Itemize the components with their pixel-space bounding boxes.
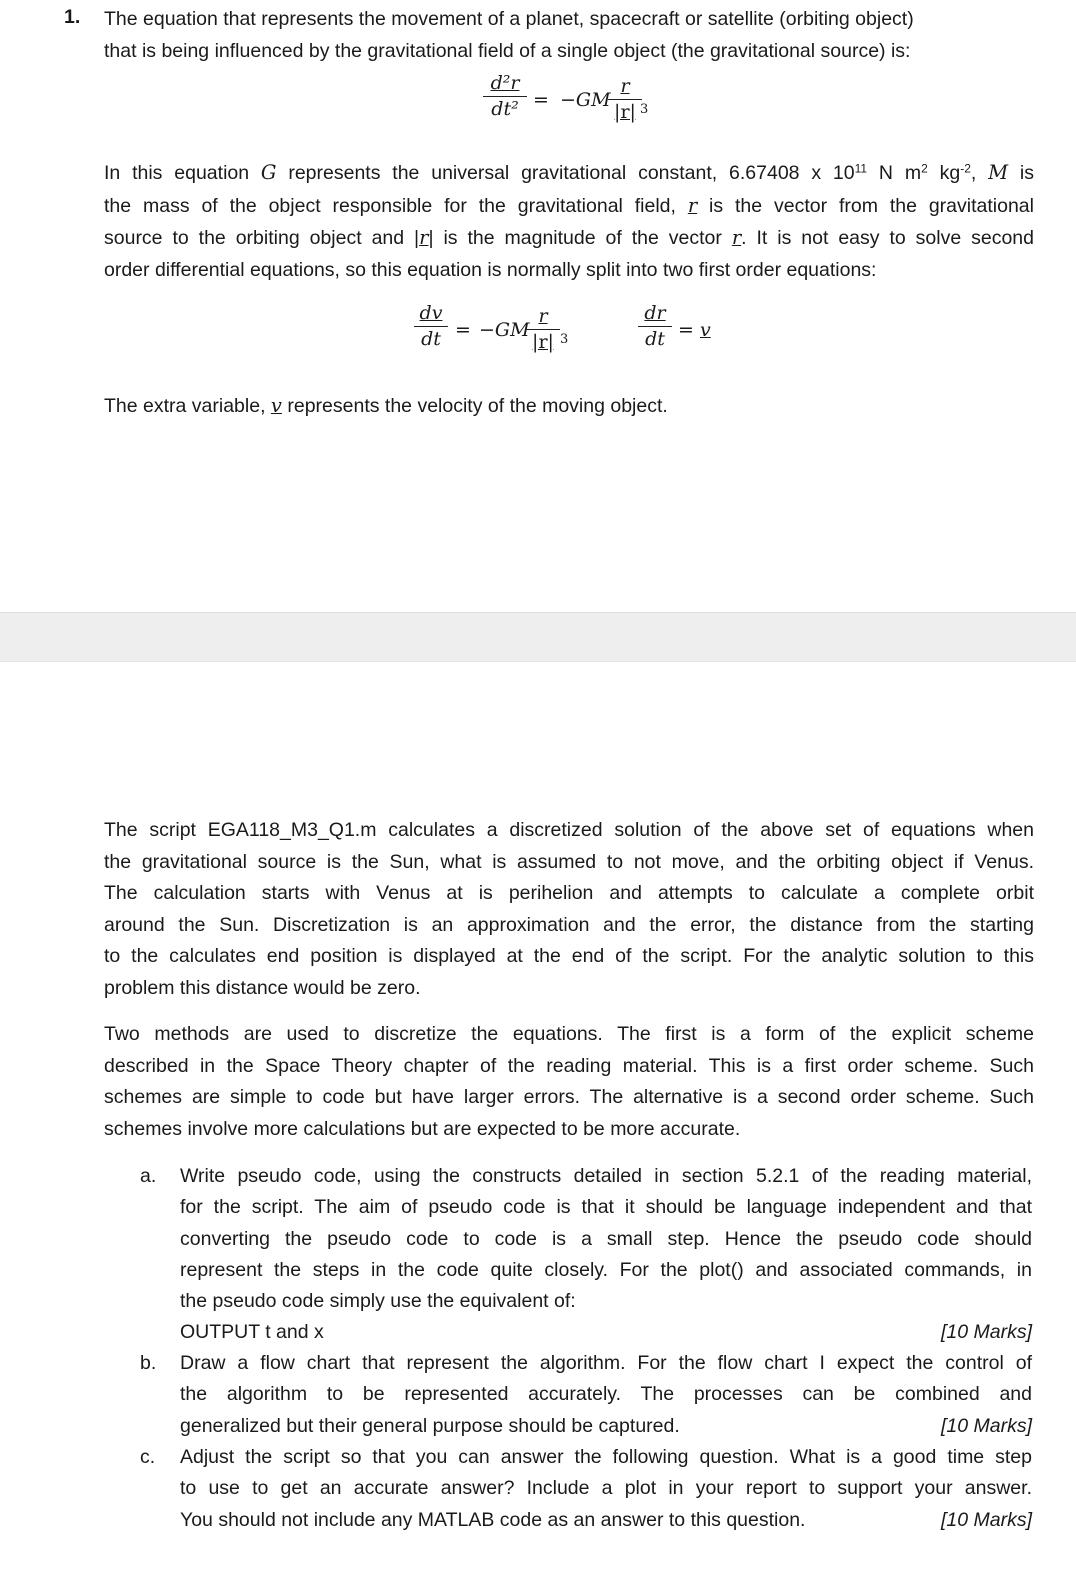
explanation-line: order differential equations, so this equation is normally split into two first order equations: — [104, 258, 877, 281]
text-run: source to the orbiting object and | — [104, 227, 420, 249]
part-a-line: represent the steps in the code quite closely. For the plot() and associated commands, in — [180, 1258, 1032, 1281]
part-c-line: to use to get an accurate answer? Include a plot in your report to support your answer. — [180, 1477, 1032, 1500]
split-equations — [0, 302, 1076, 372]
symbol-m: M — [988, 161, 1009, 184]
equals-sign: = — [533, 89, 549, 111]
symbol-g: G — [260, 161, 277, 184]
r-magnitude-denominator: |r| — [532, 331, 554, 353]
text-run: is — [1008, 162, 1035, 184]
intro-paragraph — [104, 4, 1034, 67]
text-run: In this equation — [104, 162, 261, 184]
symbol-v: v — [270, 394, 282, 417]
r-numerator: r — [538, 305, 548, 327]
dv-numerator: dv — [419, 302, 443, 324]
text-run: kg — [927, 162, 961, 184]
part-b-body — [180, 1348, 1032, 1442]
extra-variable-line — [104, 390, 1034, 423]
part-c-marks: [10 Marks] — [940, 1508, 1032, 1531]
lhs-numerator: d²r — [490, 72, 520, 94]
exponent: -2 — [960, 161, 971, 176]
symbol-r: r — [687, 193, 698, 217]
text-run: represents the velocity of the moving object. — [281, 395, 668, 417]
part-a-line: for the script. The aim of pseudo code is that it should be language independent and that — [180, 1196, 1032, 1219]
methods-line: Two methods are used to discretize the equations. The first is a form of the explicit scheme — [104, 1023, 1034, 1045]
intro-line: The equation that represents the movement of a planet, spacecraft or satellite (orbiting object) — [104, 8, 914, 30]
part-b-line: the algorithm to be represented accurately. The processes can be combined and — [180, 1383, 1032, 1406]
symbol-r: r — [419, 226, 429, 249]
rhs-denominator: |r| — [614, 101, 636, 123]
equals-sign: = — [678, 319, 694, 341]
script-line: to the calculates end position is displayed at the end of the script. For the analytic solution to this — [104, 945, 1034, 967]
part-b-label: b. — [140, 1352, 157, 1374]
methods-line: described in the Space Theory chapter of the reading material. This is a first order scheme. Such — [104, 1054, 1034, 1077]
text-run: You should not include any MATLAB code as an answer to this question. — [180, 1508, 806, 1531]
r-over-r3-fraction — [526, 305, 560, 353]
part-c-line: Adjust the script so that you can answer the following question. What is a good time step — [180, 1446, 1032, 1468]
script-line: around the Sun. Discretization is an approximation and the error, the distance from the starting — [104, 913, 1034, 936]
dt-denominator: dt — [421, 328, 441, 350]
part-a-label: a. — [140, 1165, 157, 1187]
explanation-line — [104, 222, 1034, 255]
part-a-line: Write pseudo code, using the constructs detailed in section 5.2.1 of the reading material, — [180, 1165, 1032, 1187]
methods-paragraph — [104, 1019, 1034, 1145]
exponent: 3 — [560, 332, 569, 347]
part-a-body — [180, 1161, 1032, 1349]
main-equation — [0, 72, 1076, 144]
part-c-last-line — [180, 1505, 1032, 1536]
part-a-line: the pseudo code simply use the equivalent of: — [180, 1290, 576, 1313]
text-run: generalized but their general purpose should be captured. — [180, 1414, 680, 1437]
rhs-exponent: 3 — [640, 102, 649, 117]
symbol-r: r — [731, 226, 742, 249]
exponent: 11 — [854, 161, 868, 176]
text-run: the mass of the object responsible for the gravitational field, — [104, 194, 688, 217]
text-run: , — [970, 162, 989, 184]
rhs-numerator: r — [620, 75, 630, 97]
explanation-line — [104, 157, 1034, 190]
part-a-output-line — [180, 1317, 1032, 1348]
dv-dt-fraction — [414, 302, 448, 350]
v-symbol: v — [700, 319, 711, 341]
dr-dt-fraction — [638, 302, 672, 350]
text-run: . It is not easy to solve second — [741, 227, 1034, 249]
methods-line: schemes involve more calculations but are expected to be more accurate. — [104, 1117, 741, 1140]
script-line: problem this distance would be zero. — [104, 976, 421, 999]
part-b-marks: [10 Marks] — [940, 1414, 1032, 1437]
question-number: 1. — [64, 6, 81, 28]
script-line: The script EGA118_M3_Q1.m calculates a discretized solution of the above set of equations when — [104, 819, 1034, 841]
equals-sign: = — [455, 319, 471, 341]
rhs-fraction — [608, 75, 642, 123]
text-run: | is the magnitude of the vector — [428, 227, 732, 249]
gm-coefficient: −GM — [479, 319, 530, 341]
dt-denominator: dt — [645, 328, 665, 350]
explanation-line — [104, 190, 1034, 223]
text-run: represents the universal gravitational constant, 6.67408 x 10 — [276, 162, 855, 184]
output-text: OUTPUT t and x — [180, 1321, 324, 1344]
part-c-label: c. — [140, 1446, 156, 1468]
dr-numerator: dr — [644, 302, 666, 324]
text-run: The extra variable, — [104, 395, 271, 417]
script-line: The calculation starts with Venus at is perihelion and attempts to calculate a complete orbit — [104, 882, 1034, 904]
part-a-marks: [10 Marks] — [940, 1321, 1032, 1344]
lhs-fraction — [483, 72, 527, 120]
page-separator — [0, 612, 1076, 662]
part-b-last-line — [180, 1411, 1032, 1442]
methods-line: schemes are simple to code but have larger errors. The alternative is a second order scheme. Such — [104, 1086, 1034, 1108]
part-c-body — [180, 1442, 1032, 1536]
intro-line: that is being influenced by the gravitational field of a single object (the gravitational source) is: — [104, 39, 911, 62]
script-line: the gravitational source is the Sun, what is assumed to not move, and the orbiting object if Venus. — [104, 850, 1034, 873]
part-b-line: Draw a flow chart that represent the algorithm. For the flow chart I expect the control of — [180, 1352, 1032, 1374]
exponent: 2 — [921, 161, 928, 176]
text-run: N m — [867, 162, 922, 184]
text-run: is the vector from the gravitational — [697, 194, 1034, 217]
script-paragraph — [104, 815, 1034, 1004]
extra-variable-paragraph — [104, 390, 1034, 423]
lhs-denominator: dt² — [491, 98, 519, 120]
gm-coefficient: −GM — [560, 89, 611, 111]
part-a-line: converting the pseudo code to code is a small step. Hence the pseudo code should — [180, 1227, 1032, 1250]
explanation-paragraph — [104, 157, 1034, 286]
